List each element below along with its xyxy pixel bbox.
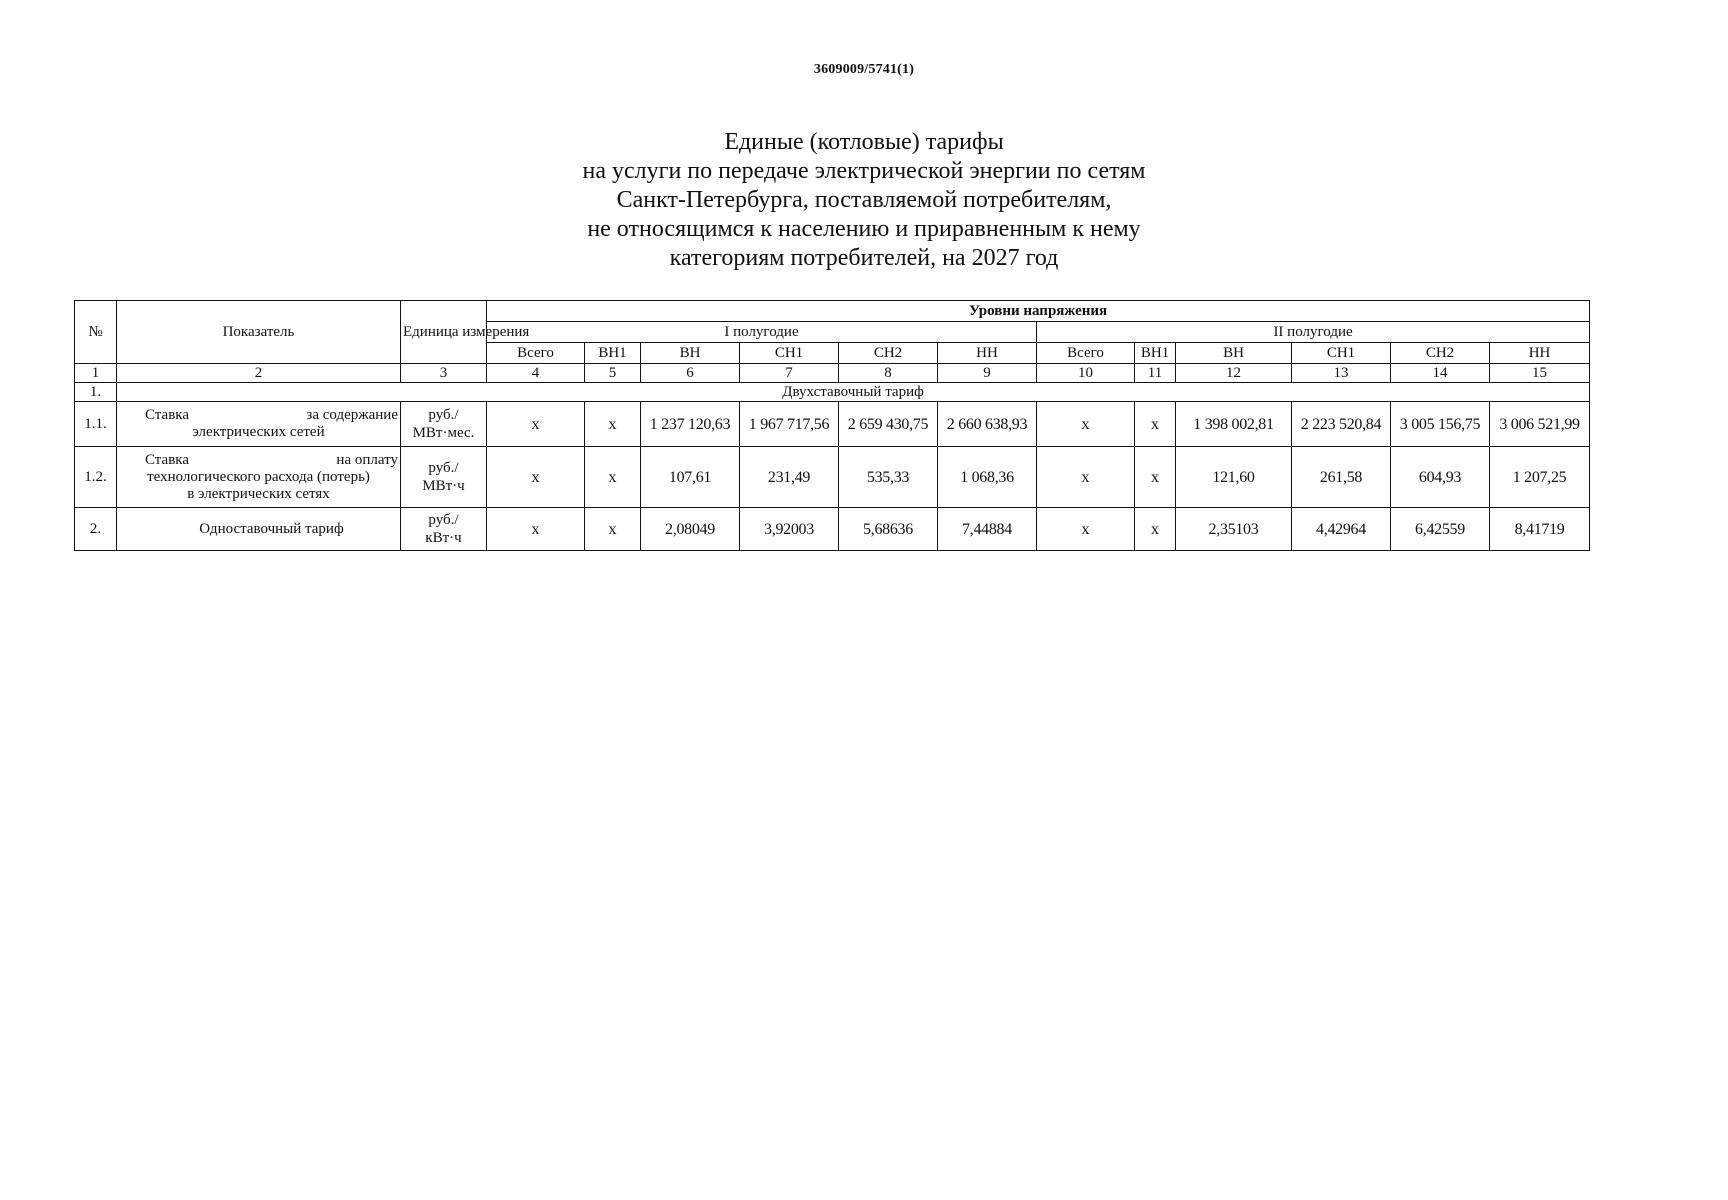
tariffs-table [74, 300, 1590, 551]
header-half-1: I полугодие [487, 322, 1037, 343]
value-cell: 2 660 638,93 [938, 402, 1037, 447]
value-cell: 1 967 717,56 [740, 402, 839, 447]
value-cell: х [585, 402, 641, 447]
index-cell: 13 [1292, 364, 1391, 383]
value-cell: 121,60 [1176, 447, 1292, 508]
value-cell: 261,58 [1292, 447, 1391, 508]
row-indicator [117, 402, 401, 447]
header-voltage-levels: Уровни напряжения [487, 301, 1590, 322]
indicator-text: за содержание [306, 407, 398, 423]
value-cell: 2 659 430,75 [839, 402, 938, 447]
unit-text: руб./ [428, 512, 459, 528]
value-cell: 107,61 [641, 447, 740, 508]
value-cell: 2,35103 [1176, 508, 1292, 551]
indicator-line [119, 407, 398, 424]
index-cell: 7 [740, 364, 839, 383]
index-cell: 11 [1135, 364, 1176, 383]
indicator-text: Ставка [145, 451, 190, 468]
value-cell: х [1135, 508, 1176, 551]
title-line: на услуги по передаче электрической энергии по сетям [582, 158, 1146, 184]
value-cell: 2,08049 [641, 508, 740, 551]
index-cell: 12 [1176, 364, 1292, 383]
value-cell: х [1037, 402, 1135, 447]
index-cell: 4 [487, 364, 585, 383]
table-row [75, 447, 1590, 508]
indicator-text: технологического расхода (потерь) [147, 468, 370, 485]
indicator-text: в электрических сетях [187, 485, 330, 502]
value-cell: х [1037, 447, 1135, 508]
header-indicator: Показатель [117, 301, 401, 364]
header-level: ВН [1176, 343, 1292, 364]
row-indicator: Одноставочный тариф [117, 508, 401, 551]
document-title [0, 128, 1728, 273]
header-level: СН2 [1391, 343, 1490, 364]
value-cell: х [487, 402, 585, 447]
title-line: Санкт-Петербурга, поставляемой потребителям, [616, 187, 1112, 213]
index-row [75, 364, 1590, 383]
title-line: не относящимся к населению и приравненным к нему [587, 216, 1141, 242]
title-line: категориям потребителей, на 2027 год [669, 245, 1059, 271]
indicator-text: Ставка [145, 407, 190, 423]
value-cell: 231,49 [740, 447, 839, 508]
value-cell: 535,33 [839, 447, 938, 508]
value-cell: 1 237 120,63 [641, 402, 740, 447]
header-level: ВН1 [585, 343, 641, 364]
index-cell: 5 [585, 364, 641, 383]
value-cell: х [1135, 447, 1176, 508]
table-row [75, 402, 1590, 447]
row-num: 2. [75, 508, 117, 551]
header-num: № [75, 301, 117, 364]
unit-text: руб./ [428, 460, 459, 476]
indicator-text: электрических сетей [192, 424, 325, 440]
index-cell: 3 [401, 364, 487, 383]
index-cell: 15 [1490, 364, 1590, 383]
row-unit [401, 402, 487, 447]
section-label: Двухставочный тариф [117, 383, 1590, 402]
header-level: Всего [487, 343, 585, 364]
indicator-line [119, 452, 398, 469]
header-level: СН1 [1292, 343, 1391, 364]
header-half-2: II полугодие [1037, 322, 1590, 343]
value-cell: 4,42964 [1292, 508, 1391, 551]
value-cell: 6,42559 [1391, 508, 1490, 551]
indicator-text: на оплату [336, 451, 398, 468]
index-cell: 8 [839, 364, 938, 383]
row-unit [401, 508, 487, 551]
unit-text: МВт·мес. [412, 425, 475, 441]
index-cell: 1 [75, 364, 117, 383]
value-cell: 604,93 [1391, 447, 1490, 508]
header-level: ВН1 [1135, 343, 1176, 364]
index-cell: 10 [1037, 364, 1135, 383]
value-cell: 5,68636 [839, 508, 938, 551]
row-unit [401, 447, 487, 508]
value-cell: 3,92003 [740, 508, 839, 551]
unit-text: кВт·ч [425, 530, 462, 546]
row-num: 1.2. [75, 447, 117, 508]
value-cell: х [1135, 402, 1176, 447]
header-row-levels [75, 301, 1590, 322]
value-cell: х [1037, 508, 1135, 551]
value-cell: х [487, 447, 585, 508]
index-cell: 9 [938, 364, 1037, 383]
header-level: НН [938, 343, 1037, 364]
header-level: СН2 [839, 343, 938, 364]
value-cell: х [487, 508, 585, 551]
value-cell: х [585, 508, 641, 551]
unit-text: руб./ [428, 407, 459, 423]
table-row [75, 508, 1590, 551]
value-cell: 8,41719 [1490, 508, 1590, 551]
value-cell: х [585, 447, 641, 508]
value-cell: 2 223 520,84 [1292, 402, 1391, 447]
value-cell: 1 207,25 [1490, 447, 1590, 508]
value-cell: 1 068,36 [938, 447, 1037, 508]
header-unit: Единица измерения [401, 301, 487, 364]
header-level: СН1 [740, 343, 839, 364]
value-cell: 7,44884 [938, 508, 1037, 551]
index-cell: 6 [641, 364, 740, 383]
header-level: НН [1490, 343, 1590, 364]
unit-text: МВт·ч [422, 478, 465, 494]
header-level: ВН [641, 343, 740, 364]
row-num: 1.1. [75, 402, 117, 447]
section-num: 1. [75, 383, 117, 402]
document-number: 3609009/5741(1) [813, 62, 915, 77]
title-line: Единые (котловые) тарифы [724, 129, 1004, 155]
index-cell: 14 [1391, 364, 1490, 383]
value-cell: 3 006 521,99 [1490, 402, 1590, 447]
value-cell: 1 398 002,81 [1176, 402, 1292, 447]
section-row [75, 383, 1590, 402]
value-cell: 3 005 156,75 [1391, 402, 1490, 447]
index-cell: 2 [117, 364, 401, 383]
row-indicator [117, 447, 401, 508]
header-level: Всего [1037, 343, 1135, 364]
